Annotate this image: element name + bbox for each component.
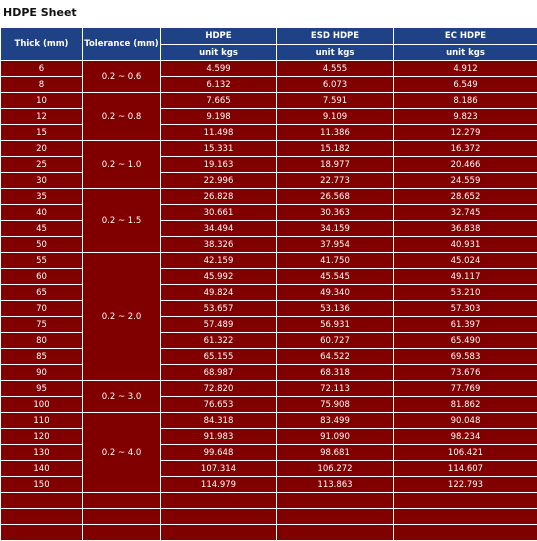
cell-hdpe: 84.318 [161, 413, 277, 429]
cell-tolerance: 0.2 ~ 4.0 [83, 413, 161, 493]
cell-esd-hdpe: 56.931 [277, 317, 394, 333]
empty-cell [394, 525, 537, 541]
cell-thick: 10 [1, 93, 83, 109]
cell-esd-hdpe: 22.773 [277, 173, 394, 189]
cell-ec-hdpe: 4.912 [394, 61, 537, 77]
empty-cell [277, 525, 394, 541]
cell-esd-hdpe: 34.159 [277, 221, 394, 237]
table-row [1, 253, 537, 269]
empty-cell [83, 525, 161, 541]
cell-ec-hdpe: 12.279 [394, 125, 537, 141]
table-row [1, 317, 537, 333]
cell-tolerance: 0.2 ~ 1.5 [83, 189, 161, 253]
cell-esd-hdpe: 72.113 [277, 381, 394, 397]
cell-thick: 70 [1, 301, 83, 317]
table-row [1, 61, 537, 77]
cell-hdpe: 19.163 [161, 157, 277, 173]
cell-hdpe: 9.198 [161, 109, 277, 125]
cell-thick: 8 [1, 77, 83, 93]
cell-ec-hdpe: 73.676 [394, 365, 537, 381]
cell-ec-hdpe: 40.931 [394, 237, 537, 253]
cell-ec-hdpe: 49.117 [394, 269, 537, 285]
page-title: HDPE Sheet [3, 6, 77, 19]
hdpe-sheet-table [0, 27, 537, 541]
empty-row [1, 509, 537, 525]
cell-thick: 95 [1, 381, 83, 397]
cell-thick: 90 [1, 365, 83, 381]
cell-ec-hdpe: 98.234 [394, 429, 537, 445]
cell-hdpe: 107.314 [161, 461, 277, 477]
cell-thick: 15 [1, 125, 83, 141]
cell-ec-hdpe: 6.549 [394, 77, 537, 93]
table-row [1, 77, 537, 93]
table-row [1, 333, 537, 349]
cell-ec-hdpe: 106.421 [394, 445, 537, 461]
cell-esd-hdpe: 9.109 [277, 109, 394, 125]
table-row [1, 93, 537, 109]
cell-thick: 45 [1, 221, 83, 237]
table-body [1, 61, 537, 541]
cell-esd-hdpe: 45.545 [277, 269, 394, 285]
cell-thick: 55 [1, 253, 83, 269]
empty-cell [1, 493, 83, 509]
cell-ec-hdpe: 9.823 [394, 109, 537, 125]
empty-cell [394, 493, 537, 509]
cell-esd-hdpe: 6.073 [277, 77, 394, 93]
cell-hdpe: 99.648 [161, 445, 277, 461]
cell-esd-hdpe: 91.090 [277, 429, 394, 445]
cell-thick: 130 [1, 445, 83, 461]
cell-esd-hdpe: 60.727 [277, 333, 394, 349]
cell-esd-hdpe: 75.908 [277, 397, 394, 413]
cell-esd-hdpe: 41.750 [277, 253, 394, 269]
empty-cell [161, 509, 277, 525]
cell-thick: 120 [1, 429, 83, 445]
cell-thick: 30 [1, 173, 83, 189]
empty-cell [1, 525, 83, 541]
empty-cell [394, 509, 537, 525]
cell-hdpe: 30.661 [161, 205, 277, 221]
cell-hdpe: 61.322 [161, 333, 277, 349]
table-row [1, 157, 537, 173]
cell-esd-hdpe: 37.954 [277, 237, 394, 253]
table-header [1, 28, 537, 61]
cell-ec-hdpe: 57.303 [394, 301, 537, 317]
cell-hdpe: 11.498 [161, 125, 277, 141]
table-row [1, 269, 537, 285]
table-row [1, 397, 537, 413]
cell-thick: 65 [1, 285, 83, 301]
cell-hdpe: 6.132 [161, 77, 277, 93]
cell-ec-hdpe: 24.559 [394, 173, 537, 189]
table-row [1, 477, 537, 493]
table-row [1, 205, 537, 221]
cell-hdpe: 72.820 [161, 381, 277, 397]
table-row [1, 349, 537, 365]
cell-ec-hdpe: 114.607 [394, 461, 537, 477]
cell-thick: 6 [1, 61, 83, 77]
cell-ec-hdpe: 90.048 [394, 413, 537, 429]
table-row [1, 189, 537, 205]
cell-thick: 50 [1, 237, 83, 253]
cell-hdpe: 34.494 [161, 221, 277, 237]
cell-tolerance: 0.2 ~ 0.8 [83, 93, 161, 141]
cell-thick: 75 [1, 317, 83, 333]
cell-esd-hdpe: 106.272 [277, 461, 394, 477]
cell-esd-hdpe: 113.863 [277, 477, 394, 493]
cell-thick: 110 [1, 413, 83, 429]
cell-ec-hdpe: 69.583 [394, 349, 537, 365]
empty-cell [161, 493, 277, 509]
header-esd-hdpe: ESD HDPE [277, 28, 394, 45]
table-row [1, 381, 537, 397]
cell-hdpe: 38.326 [161, 237, 277, 253]
table-row [1, 461, 537, 477]
cell-hdpe: 45.992 [161, 269, 277, 285]
cell-ec-hdpe: 53.210 [394, 285, 537, 301]
cell-ec-hdpe: 77.769 [394, 381, 537, 397]
cell-ec-hdpe: 20.466 [394, 157, 537, 173]
cell-hdpe: 91.983 [161, 429, 277, 445]
cell-esd-hdpe: 26.568 [277, 189, 394, 205]
header-tolerance: Tolerance (mm) [83, 28, 161, 61]
header-unit-hdpe: unit kgs [161, 45, 277, 61]
empty-cell [1, 509, 83, 525]
cell-hdpe: 4.599 [161, 61, 277, 77]
cell-esd-hdpe: 7.591 [277, 93, 394, 109]
cell-ec-hdpe: 122.793 [394, 477, 537, 493]
empty-cell [161, 525, 277, 541]
table-row [1, 301, 537, 317]
cell-hdpe: 22.996 [161, 173, 277, 189]
cell-esd-hdpe: 30.363 [277, 205, 394, 221]
table-row [1, 445, 537, 461]
cell-hdpe: 53.657 [161, 301, 277, 317]
table-row [1, 141, 537, 157]
cell-thick: 35 [1, 189, 83, 205]
cell-tolerance: 0.2 ~ 3.0 [83, 381, 161, 413]
cell-esd-hdpe: 11.386 [277, 125, 394, 141]
cell-hdpe: 68.987 [161, 365, 277, 381]
cell-esd-hdpe: 83.499 [277, 413, 394, 429]
table-row [1, 173, 537, 189]
cell-hdpe: 49.824 [161, 285, 277, 301]
cell-esd-hdpe: 15.182 [277, 141, 394, 157]
cell-ec-hdpe: 81.862 [394, 397, 537, 413]
table-row [1, 221, 537, 237]
cell-thick: 40 [1, 205, 83, 221]
cell-esd-hdpe: 64.522 [277, 349, 394, 365]
empty-cell [83, 509, 161, 525]
cell-esd-hdpe: 53.136 [277, 301, 394, 317]
cell-esd-hdpe: 18.977 [277, 157, 394, 173]
empty-cell [277, 509, 394, 525]
table-row [1, 285, 537, 301]
cell-thick: 85 [1, 349, 83, 365]
cell-thick: 140 [1, 461, 83, 477]
cell-hdpe: 42.159 [161, 253, 277, 269]
cell-thick: 100 [1, 397, 83, 413]
empty-cell [277, 493, 394, 509]
cell-hdpe: 15.331 [161, 141, 277, 157]
table-row [1, 429, 537, 445]
cell-esd-hdpe: 98.681 [277, 445, 394, 461]
cell-esd-hdpe: 4.555 [277, 61, 394, 77]
cell-thick: 150 [1, 477, 83, 493]
header-unit-esd: unit kgs [277, 45, 394, 61]
cell-thick: 25 [1, 157, 83, 173]
cell-tolerance: 0.2 ~ 0.6 [83, 61, 161, 93]
cell-ec-hdpe: 32.745 [394, 205, 537, 221]
cell-hdpe: 65.155 [161, 349, 277, 365]
header-hdpe: HDPE [161, 28, 277, 45]
header-unit-ec: unit kgs [394, 45, 537, 61]
cell-thick: 80 [1, 333, 83, 349]
cell-esd-hdpe: 49.340 [277, 285, 394, 301]
header-row [1, 28, 537, 45]
cell-hdpe: 114.979 [161, 477, 277, 493]
cell-thick: 60 [1, 269, 83, 285]
cell-ec-hdpe: 61.397 [394, 317, 537, 333]
empty-row [1, 525, 537, 541]
cell-ec-hdpe: 36.838 [394, 221, 537, 237]
cell-tolerance: 0.2 ~ 2.0 [83, 253, 161, 381]
cell-ec-hdpe: 28.652 [394, 189, 537, 205]
cell-esd-hdpe: 68.318 [277, 365, 394, 381]
cell-ec-hdpe: 16.372 [394, 141, 537, 157]
table-row [1, 109, 537, 125]
cell-hdpe: 57.489 [161, 317, 277, 333]
cell-hdpe: 7.665 [161, 93, 277, 109]
empty-row [1, 493, 537, 509]
cell-thick: 12 [1, 109, 83, 125]
cell-hdpe: 26.828 [161, 189, 277, 205]
table-row [1, 125, 537, 141]
header-thick: Thick (mm) [1, 28, 83, 61]
cell-tolerance: 0.2 ~ 1.0 [83, 141, 161, 189]
table-row [1, 365, 537, 381]
cell-ec-hdpe: 45.024 [394, 253, 537, 269]
table-row [1, 237, 537, 253]
cell-thick: 20 [1, 141, 83, 157]
header-ec-hdpe: EC HDPE [394, 28, 537, 45]
cell-ec-hdpe: 8.186 [394, 93, 537, 109]
table-row [1, 413, 537, 429]
empty-cell [83, 493, 161, 509]
cell-ec-hdpe: 65.490 [394, 333, 537, 349]
cell-hdpe: 76.653 [161, 397, 277, 413]
